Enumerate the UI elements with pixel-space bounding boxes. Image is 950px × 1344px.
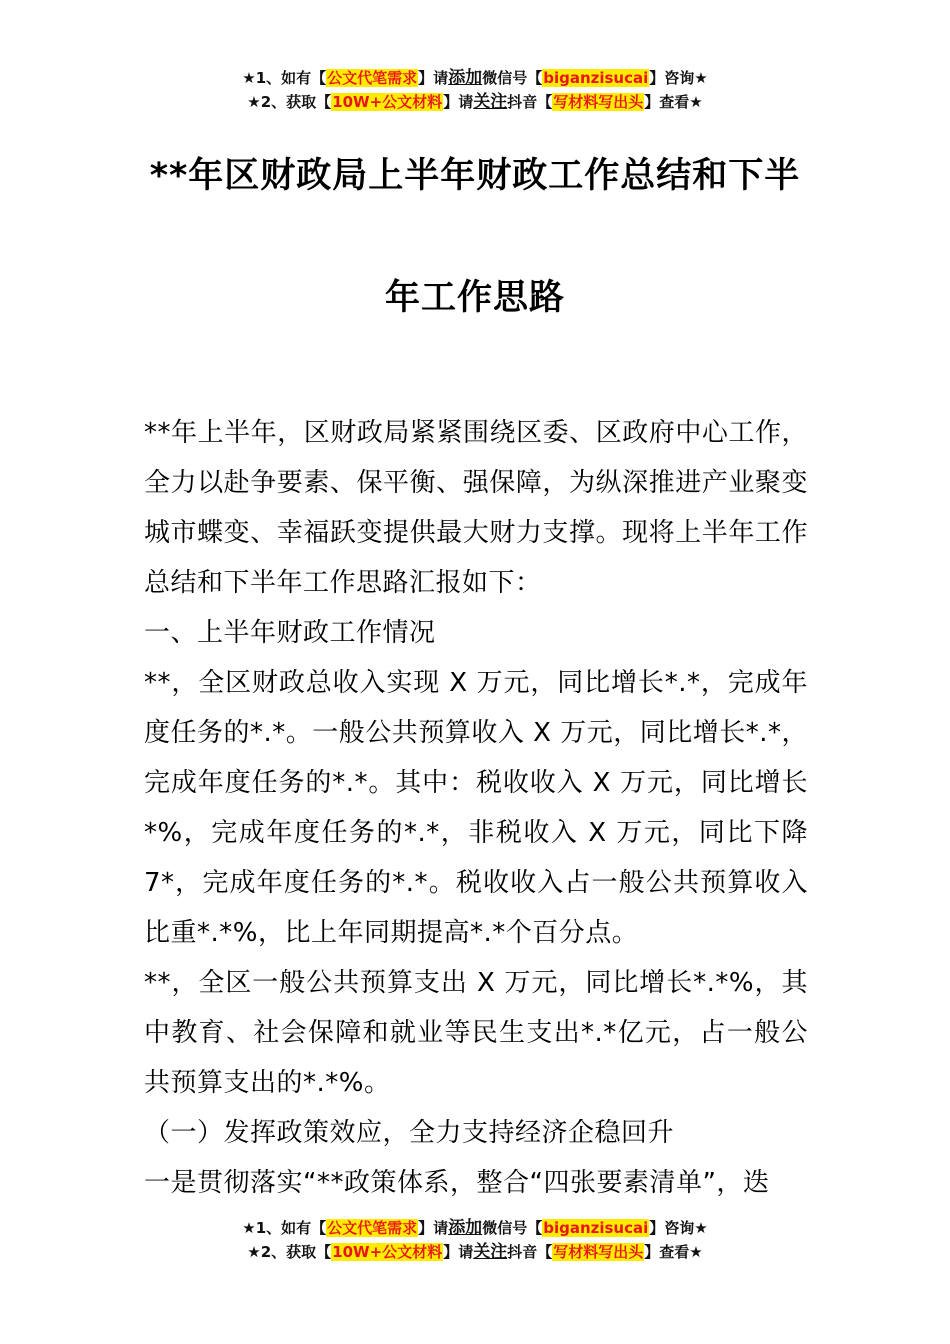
promo-text: ★2、获取【 — [247, 93, 332, 111]
promo-highlight: 10W+公文材料 — [332, 1243, 443, 1261]
promo-douyin-id: 写材料写出头 — [553, 93, 644, 111]
document-body — [144, 408, 808, 1208]
promo-text: ★1、如有【 — [242, 69, 327, 87]
footer-promo-banner — [0, 1216, 950, 1264]
promo-wechat-id: biganzisucai — [543, 1219, 649, 1237]
promo-text: 】请 — [418, 69, 449, 87]
document-title-line-2: 年工作思路 — [384, 278, 565, 318]
promo-text: ★2、获取【 — [247, 1243, 332, 1261]
promo-text: 】请 — [443, 1243, 474, 1261]
promo-text: 】咨询★ — [649, 69, 708, 87]
promo-text: 】查看★ — [644, 93, 703, 111]
promo-text: 抖音【 — [507, 93, 553, 111]
promo-wechat-id: biganzisucai — [543, 69, 649, 87]
promo-text: 】请 — [418, 1219, 449, 1237]
promo-emphasis: 添加 — [448, 1218, 483, 1238]
promo-emphasis: 添加 — [448, 68, 483, 88]
document-title-line-1: **年区财政局上半年财政工作总结和下半 — [149, 156, 801, 196]
promo-text: ★1、如有【 — [242, 1219, 327, 1237]
paragraph-expenditure: **，全区一般公共预算支出 X 万元，同比增长*.*%，其中教育、社会保障和就业等民生支出*.*亿元，占一般公共预算支出的*.*%。 — [144, 968, 808, 1098]
paragraph-revenue: **，全区财政总收入实现 X 万元，同比增长*.*，完成年度任务的*.*。一般公共预算收入 X 万元，同比增长*.*，完成年度任务的*.*。其中：税收收入 X 万元，同比增长*%，完成年度任务的*.*，非税收入 X 万元，同比下降 7*，完成年度任务的*.*。税收收入占一般公共预算收入比重*.*%，比上年同期提高*.*个百分点。 — [144, 668, 808, 948]
paragraph-intro: **年上半年，区财政局紧紧围绕区委、区政府中心工作，全力以赴争要素、保平衡、强保障，为纵深推进产业聚变城市蝶变、幸福跃变提供最大财力支撑。现将上半年工作总结和下半年工作思路汇报如下： — [144, 418, 808, 598]
promo-line-2 — [0, 1240, 950, 1264]
promo-text: 】查看★ — [644, 1243, 703, 1261]
subsection-heading: （一）发挥政策效应，全力支持经济企稳回升 — [144, 1118, 675, 1148]
promo-highlight: 公文代笔需求 — [327, 1219, 418, 1237]
promo-line-1 — [0, 1216, 950, 1240]
promo-highlight: 公文代笔需求 — [327, 69, 418, 87]
promo-text: 抖音【 — [507, 1243, 553, 1261]
promo-highlight: 10W+公文材料 — [332, 93, 443, 111]
promo-emphasis: 关注 — [473, 92, 508, 112]
promo-text: 】请 — [443, 93, 474, 111]
promo-emphasis: 关注 — [473, 1242, 508, 1262]
promo-douyin-id: 写材料写出头 — [553, 1243, 644, 1261]
promo-text: 】咨询★ — [649, 1219, 708, 1237]
section-heading: 一、上半年财政工作情况 — [144, 618, 436, 648]
promo-text: 微信号【 — [482, 69, 543, 87]
promo-text: 微信号【 — [482, 1219, 543, 1237]
promo-line-2 — [0, 90, 950, 114]
header-promo-banner — [0, 66, 950, 114]
promo-line-1 — [0, 66, 950, 90]
paragraph-point-one: 一是贯彻落实“**政策体系，整合“四张要素清单”，迭 — [144, 1168, 770, 1198]
